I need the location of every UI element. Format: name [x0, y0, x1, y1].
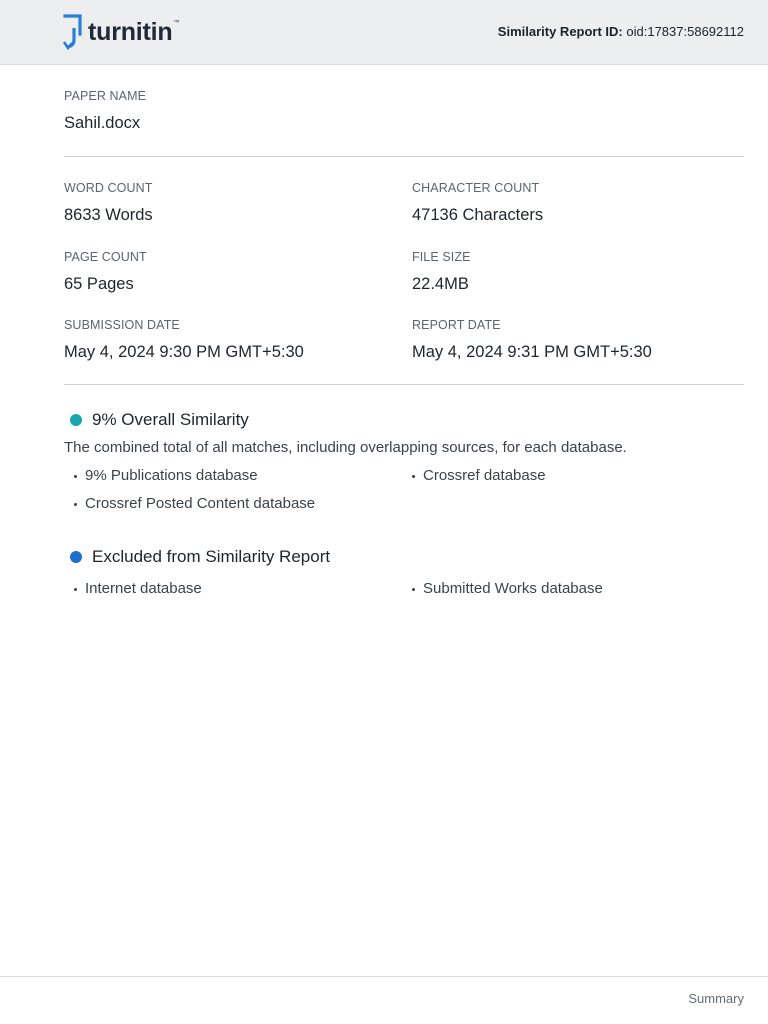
similarity-item-text: Crossref database: [423, 467, 546, 484]
similarity-description: The combined total of all matches, including overlapping sources, for each database.: [64, 439, 627, 456]
file-size-label: FILE SIZE: [412, 250, 471, 264]
divider-top: [64, 156, 744, 157]
character-count-block: [412, 180, 543, 226]
report-id-value: oid:17837:58692112: [626, 24, 744, 39]
bullet-dot: [412, 475, 415, 478]
word-count-value: 8633 Words: [64, 206, 153, 224]
excluded-dot: [70, 551, 82, 563]
similarity-item-text: 9% Publications database: [85, 467, 258, 484]
bullet-dot: [412, 588, 415, 591]
footer-summary-label: Summary: [688, 991, 744, 1006]
page-count-value: 65 Pages: [64, 275, 134, 293]
turnitin-logo-icon: [63, 14, 85, 50]
similarity-item: [74, 466, 258, 486]
divider-middle: [64, 384, 744, 385]
submission-date-label: SUBMISSION DATE: [64, 318, 180, 332]
character-count-value: 47136 Characters: [412, 206, 544, 224]
submission-date-value: May 4, 2024 9:30 PM GMT+5:30: [64, 343, 304, 361]
report-id-label: Similarity Report ID:: [497, 24, 623, 39]
excluded-item: [412, 579, 603, 599]
paper-name-label: PAPER NAME: [64, 89, 147, 103]
similarity-title-text: 9% Overall Similarity: [92, 410, 249, 429]
report-date-value: May 4, 2024 9:31 PM GMT+5:30: [412, 343, 652, 361]
word-count-label: WORD COUNT: [64, 181, 153, 195]
excluded-title-text: Excluded from Similarity Report: [92, 547, 331, 566]
excluded-item-text: Internet database: [85, 580, 202, 597]
paper-name-block: [64, 88, 146, 134]
excluded-title: [70, 546, 330, 568]
page-count-block: [64, 249, 147, 295]
character-count-label: CHARACTER COUNT: [412, 181, 540, 195]
page-count-label: PAGE COUNT: [64, 250, 147, 264]
report-header: [0, 0, 768, 65]
report-date-label: REPORT DATE: [412, 318, 501, 332]
paper-name-value: Sahil.docx: [64, 114, 141, 132]
brand-name: turnitin: [88, 18, 173, 46]
brand-trademark: ™: [173, 20, 180, 26]
footer-divider: [0, 976, 768, 977]
report-id: [498, 24, 744, 40]
similarity-item: [74, 494, 315, 514]
similarity-item-text: Crossref Posted Content database: [85, 495, 316, 512]
file-size-block: [412, 249, 471, 295]
excluded-item-text: Submitted Works database: [423, 580, 603, 597]
similarity-item: [412, 466, 546, 486]
turnitin-logo: [63, 14, 179, 50]
excluded-item: [74, 579, 202, 599]
file-size-value: 22.4MB: [412, 275, 469, 293]
submission-date-block: [64, 317, 304, 363]
similarity-title: [70, 409, 249, 431]
bullet-dot: [74, 503, 77, 506]
bullet-dot: [74, 475, 77, 478]
similarity-dot: [70, 414, 82, 426]
bullet-dot: [74, 588, 77, 591]
word-count-block: [64, 180, 153, 226]
report-date-block: [412, 317, 652, 363]
